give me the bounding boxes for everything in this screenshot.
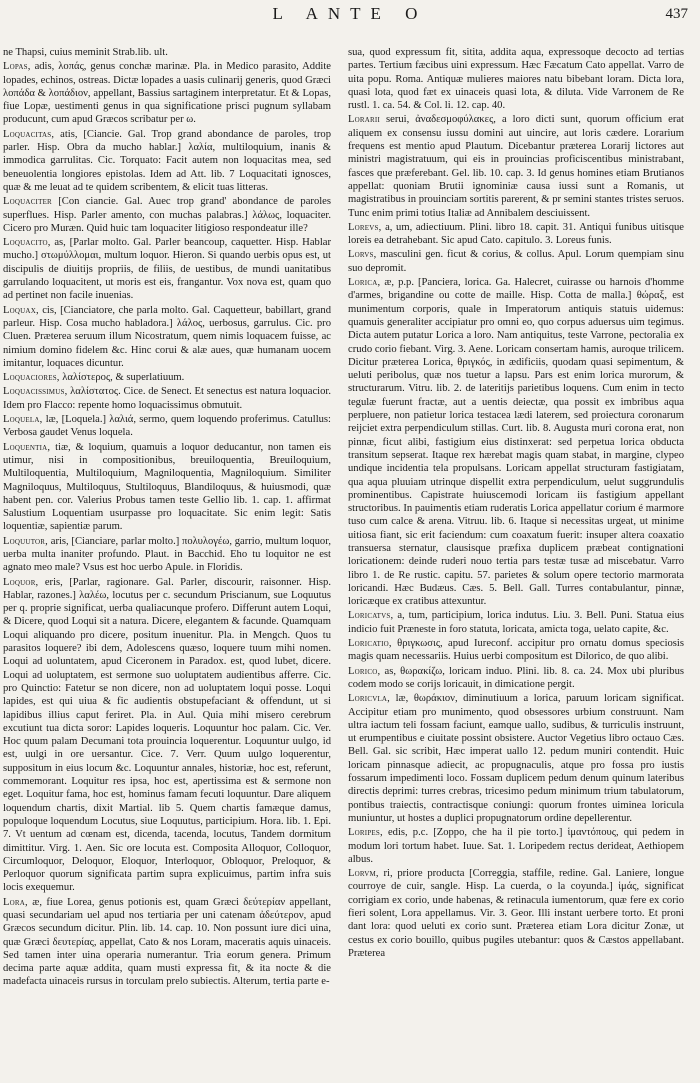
entry-text: as, θωρακίζω, loricam induo. Plini. lib. 8. ca. 24. Mox ubi pluribus codem modo se corijs loricauit, in dimicatione pergit. — [348, 665, 684, 690]
entry-headword: Lorica, — [348, 277, 381, 289]
entry-headword: Loricatio, — [348, 638, 392, 650]
page-header — [0, 4, 700, 34]
entry-headword: Loquutor, — [3, 535, 49, 547]
entry-text: sua, quod expressum fit, sitita, addita aqua, expressoque decocto ad tertias partes. Tertium fæcibus uini expressum. Hæc Fæcatum Cato appellat. Varro de uita popu. Roma. Antiquæ mulieres maiores natu bibebant loram. Dicta lora, quasi lota, quod fæt ex uinaceis quasi lota, & diluta. Vide Varronem de Re rustl. 1. ca. 54. & Col. li. 12. cap. 40. — [348, 47, 684, 112]
dictionary-entry — [3, 896, 331, 989]
dictionary-entry — [348, 867, 684, 960]
entry-headword: Loquaciores, — [3, 372, 60, 384]
dictionary-entry — [3, 441, 331, 534]
left-column — [3, 46, 331, 1076]
entry-text: masculini gen. ficut & corius, & collus. Apul. Lorum quempiam sinu suo depromit. — [348, 249, 684, 274]
entry-headword: Lorevs, — [348, 221, 382, 233]
dictionary-entry — [3, 128, 331, 194]
entry-text: λαλίστερος, & superlatiuum. — [62, 372, 185, 384]
entry-text: ne Thapsi, cuius meminit Strab.lib. ult. — [3, 47, 168, 58]
entry-headword: Loricatvs, — [348, 610, 394, 622]
entry-text: λαλίστατος. Cice. de Senect. Et senectus est natura loquacior. Idem pro Flacco: repente homo loquacissimus obmutuit. — [3, 386, 331, 411]
entry-text: læ, θωράκιον, diminutiuum a lorica, paruum loricam significat. Accipitur etiam pro munimento, quod obsessores urbium construunt. Nam ultra iactum teli fossam faciunt, eamque uallo, sudibus, & turriculis instruunt, ut erumpentibus e ciuitate possint obsistere. Auctor Vegetius libro octauo Cæs. Bell. Gal. sic scribit, Hæc imperat uallo 12. pedum muniri contendit. Huic loricam pinnasque adiecit, ac propugnaculis, atque pro fossa pro iustis fossarum impedimenti loco. Fossam duplicem pedum denum quinum lateribus directis deprimi: turres crebras, tricesimo pedum minimum trium tabulatorum, pontibus traiectis, contractisque coniungi: quorum frontes uiminea loricula muniuntur, ut hostes a duplici propugnatorum ordine depellerentur. — [348, 693, 684, 824]
entry-headword: Lorarii — [348, 114, 380, 126]
entry-text: ri, priore producta [Correggia, staffile, redine. Gal. Laniere, longue courroye de cuir, sangle. Hisp. La cuerda, o la coyunda.] ἱμάς, significat corrigiam ex corio, unde habenas, & retinacula iumentorum, quæ fere ex corio fieri solent, Lora appellamus. Vir. 3. Geor. Illi instant uerbere torto. Et proni dant lora: quod ueluti ex corio sunt. Præterea etiam Lora dicitur Zonæ, ut cestus ex corio bouillo, quibus pugiles utebantur: quos & Cæstos appellabant. Præterea — [348, 868, 684, 959]
dictionary-entry — [3, 371, 331, 384]
dictionary-entry — [348, 637, 684, 664]
entry-headword: Loricvla, — [348, 693, 391, 705]
entry-text: aris, [Cianciare, parlar molto.] πολυλογέω, garrio, multum loquor, uerba multa inaniter profundo. Plaut. in Bacchid. Eho tu loquitor ne est agnato meo male? Vsus est hoc uerbo Apule. in Floridis. — [3, 535, 331, 574]
entry-text: [Con ciancie. Gal. Auec trop grand' abondance de paroles superflues. Hisp. Parler amento, con muchas palabras.] λάλως, loquaciter. Cicero pro Muræn. Quid huic tam loquaciter litigioso respondeatur ille? — [3, 196, 331, 234]
dictionary-entry — [348, 46, 684, 112]
dictionary-entry — [3, 576, 331, 895]
dictionary-entry — [3, 236, 331, 302]
running-head: L ANTE O — [272, 4, 428, 23]
entry-text: tiæ, & loquium, quamuis a loquor deducantur, non tamen eis utimur, nisi in compositionibus, breuiloquentia, Breuiloquium, Multiloquentia, Multiloquium, Magniloquentia, Magniloquium. Similiter Magniloquus, Multiloquus, Stultiloquus, Blandiloquus, & huiusmodi, quæ habent pen. cor. Valerius Probus tamen teste Gellio lib. 1. cap. 1. affirmat Salustium Loquentiam usurpasse pro loquacitate. Sic enim legit: Satis loquentiæ, sapientiæ parum. — [3, 441, 331, 533]
dictionary-entry — [3, 385, 331, 412]
dictionary-entry — [348, 113, 684, 219]
entry-headword: Loquela, — [3, 414, 43, 426]
dictionary-entry — [348, 609, 684, 636]
dictionary-entry — [348, 248, 684, 275]
entry-headword: Lopas, — [3, 61, 31, 73]
dictionary-entry — [348, 826, 684, 866]
entry-text: a, um, adiectiuum. Plini. libro 18. capit. 31. Antiqui funibus uitisque loreis ea detrahebant. Sic apud Cato. capitulo. 3. Loreus funis. — [348, 221, 684, 247]
dictionary-entry — [348, 221, 684, 248]
entry-text: a, tum, participium, lorica indutus. Liu. 3. Bell. Puni. Statua eius indicio fuit Præneste in foro statuta, loricata, amicta toga, uelato capite, &c. — [348, 610, 684, 635]
dictionary-entry — [3, 413, 331, 440]
dictionary-entry — [348, 665, 684, 692]
entry-text: æ, p.p. [Panciera, lorica. Ga. Halecret, cuirasse ou harnois d'homme d'armes, brigandine ou cotte de maille. Hisp. Cotta de malla.] θώραξ, est munimentum corporis, quale in Imperatorum antiquis statuis uidemus: quamuis generaliter accipiatur pro omni eo, quo corpus aduersus uim tegimus. Dicta autem putatur Lorica a loro. Nam antiquitus, teste Varrone, pectoralia ex crudo corio fiebant. Virg. 3. Aene. Loricam consertam hamis, auroque trilicem. Dicitur præterea Lorica, θριγκός, in ædificiis, quodam quasi sepimentum, & ueluti peribolus, quæ nos tuetur a lapsu. Pars est enim lorica murorum, & structurarum. Vitru. lib. 2. de lateritijs parietibus loquens. Cum enim in tecto tegulæ fuerunt fractæ, aut a uentis deiectæ, qua possit ex imbribus aqua perpluere, non patietur lorica testacea lædi laterem, sed proiectura coronarum reijciet extra perpendiculum stillas. Curt. lib. 8. Augusta muri corona erat, non pinnæ, ficut alibi, fastigium eius distinxerat: sed perpetua lorica obducta transitum sepserat. Itaque rex hærebat magis quam stabat, in margine, clypeo undique incidentia tela propulsans. Loricam appellat structuram fastigiatam, qua aqua pluuiam utrinque dispellit extra perpendiculum, uelut suggrundulis prominentibus. Capistrate huiuscemodi loricam iis fastigium appellant structoribus. In pauimentis etiam ruderatis Lorica appellatur corium é marmore tuso cum calce & arena. Vitruu. lib. 6. Itaque si necessitas urgeat, ut minime uitiosa fiant, sic erit faciendum: cum coaxatum fuerit: insuper altera coaxatio transuersa sternatur, clausisque præfixa duplicem præbeat contignationi loricationem: deinde ruderi nouo tertia pars testæ tusæ ad miscebatur. Varro libro 1. de Re rustic. capitu. 57. parietes & solum opere tectorio marmorata loricandi. Hæc Budæus. Cæs. 5. Bell. Gall. Turres contabulantur, pinnæ, loricæque ex cratibus attexuntur. — [348, 277, 684, 608]
entry-headword: Loquacissimus, — [3, 386, 68, 398]
entry-text: læ, [Loquela.] λαλιά, sermo, quem loquendo proferimus. Catullus: Verbosa gaudet Venus loquela. — [3, 414, 331, 439]
entry-text: edis, p.c. [Zoppo, che ha il pie torto.] ἱμαντόπους, qui pedem in modum lori tortum habet. Iuue. Sat. 1. Loripedem rectus derideat, Aethiopem albus. — [348, 827, 684, 865]
page-number: 437 — [665, 6, 688, 22]
right-column — [348, 46, 684, 1076]
dictionary-entry — [3, 535, 331, 575]
entry-text: atis, [Ciancie. Gal. Trop grand abondance de paroles, trop parler. Hisp. Obra da mucho hablar.] λαλία, multiloquium, inanis & immodica garrulitas. Cic. Torquato: Facit autem non loquacitas mea, sed beneuolentia longiores epistolas. Idem ad Att. lib. 7 Loquacitati ignosces, quæ & me leuat ad te quidem scribentem, & elicit tuas litteras. — [3, 128, 331, 193]
entry-text: θριγκωσις, apud Iureconf. accipitur pro ornatu domus speciosis magis quam necessariis. Huius uerbi compositum est Dilorico, de quo alibi. — [348, 638, 684, 663]
dictionary-entry — [348, 692, 684, 825]
entry-headword: Lorvm, — [348, 868, 379, 880]
entry-headword: Loquor, — [3, 576, 39, 588]
entry-headword: Loquacito, — [3, 237, 51, 249]
entry-headword: Loquacitas, — [3, 128, 55, 140]
entry-headword: Lorvs, — [348, 249, 377, 261]
dictionary-entry — [3, 195, 331, 235]
entry-text: cis, [Cianciatore, che parla molto. Gal. Caquetteur, babillart, grand parleur. Hisp. Cosa mucho habladora.] λάλος, uerbosus, garrulus. Cic. pro Cluen. Præterea seruum illum Nicostratum, quem nimis loquacem fuisse, ac nimium domino fidelem &c. Hinc corui & alæ aues, quæ humanam uocem imitantur, loquaces dicuntur. — [3, 304, 331, 369]
entry-headword: Loquaciter — [3, 196, 52, 208]
dictionary-entry — [3, 60, 331, 126]
entry-text: eris, [Parlar, ragionare. Gal. Parler, discourir, raisonner. Hisp. Hablar, razones.] λαλέω, locutus per c. secundum Priscianum, sue Loquutus per q. proprie significat, uerba qualiacunque profero. Differunt autem Loqui, & Dicere, quod Loqui sit a natura. Dicere, elegantem & facunde. Quamquam Loqui aliquando pro dicere, positum inuenitur. Pla. in Mengch. Quos tu parasitos loquere? ibi dem, Adolescens quæso, loquere tuum mihi nomen. Loqui ad uoluntatem, apud Ciceronem in Paradox. est, quod lubet, dicere. Loqui ad uoluptatem, est sermone suo uoluptatem audientibus afferre. Cic. pro Quinctio: Fatetur se non dicere, non ad uoluptatem loqui posse. Loqui lapides, est qui uiua & fic audientis obstupefaciant & offendunt, ut si lapidibus illius caput feriret. Pla. in Aul. Quia mihi misero cerebrum excutiunt tua dicta soror: Lapides loqueris. Loquuntur hoc palam. Cic. Ver. Hoc quum palam Decumani tota prouincia loquerentur. Loquuntur uulgo, id est, uulgi in ore uersantur. Cice. 7. Verr. Quum uulgo loquerentur, suppositum in eius locum &c. Loquuntur annales, historiæ, hoc est, referunt, commemorant. Loquitur res ipsa, hoc est, apertissima est & sermone non eget. Loquitur fama, hoc est, hominus famam fecuti loquuntur. Dare aliquem loquendum chartis, dixit Martial. lib 5. Quem chartis famæque damus, populoque loquendum Locutus, siue Loquutus, participium. Hora. lib. 1. Epi. 7. Vt uentum ad cœnam est, dicenda, tacenda, locutus, Tandem dormitum dimittitur. Virg. 1. Aen. Sic ore locuta est. Composita Alloquor, Colloquor, Circumloquor, Deloquor, Eloquor, Interloquor, Obloquor, Preloquor, & Perloquor quorum significata partim supra explicuimus, partim infra suis locis exequemur. — [3, 576, 331, 894]
entry-text: adis, λοπάς, genus conchæ marinæ. Pla. in Medico parasito, Addite lopades, echinos, ostreas. Dictæ lopades a uasis culinarij generis, quod Græci λοπάδα & λοπάδιον, appellant, Bassius sartaginem interpretatur. Et & Lopas, fiue Lopæ, uestimenti genus in qua significatione prisci pugnum syllabam producunt, cum apud Græcos scribatur per ω. — [3, 61, 331, 126]
dictionary-entry — [3, 304, 331, 370]
entry-headword: Loquax, — [3, 304, 39, 316]
entry-text: æ, fiue Lorea, genus potionis est, quam Græci δεύτερίαν appellant, quasi secundariam uel apud nos tertiaria per uni catenam ἀδεύτερον, apud Græcos secundum dicitur. Plin. lib. 14. cap. 10. Non possunt iure dici uina, quæ Græci δευτερίας, appellat, Cato & nos Loram, maceratis aquis uinaceis. Sed tamen inter uina operaria numerantur. Tria eorum genera. Primum decima parte aquæ addita, quam musti expressa fit, & ita nocte & die madefacta uinaceis rursus in torculam prelo subiectis. Alterum, tertia parte e- — [3, 896, 331, 988]
entry-headword: Loripes, — [348, 827, 383, 839]
entry-headword: Lora, — [3, 896, 28, 908]
entry-headword: Lorico, — [348, 665, 381, 677]
entry-headword: Loquentia, — [3, 441, 51, 453]
dictionary-entry — [3, 46, 331, 59]
entry-text: as, [Parlar molto. Gal. Parler beancoup, caquetter. Hisp. Hablar mucho.] στωμύλλομαι, multum loquor. Hieron. Si quando uerbis opus est, ut discipulis de diuitijs propriis, de filiis, de uestibus, de mundi uanitatibus garrulando loquacitent, ut moris est eis, frangantur. Vox nova est, quam quo ad pertinet non facile inuenias. — [3, 237, 331, 302]
dictionary-entry — [348, 276, 684, 608]
entry-text: serui, ἀναδεσμοφύλακες, a loro dicti sunt, quorum officium erat aliquem ex consensu iussu domini aut uincire, aut loris cædere. Lorarium frequens est mentio apud Plautum. Dicebantur præterea Lorarij lictores aut ministri magistratuum, qui eis in prouincias proficiscentibus ministrabant, fasces que præferebant. Gel. lib. 10. cap. 3. Id genus homines etiam Brutianos appellat: quoniam Brutii ignominiæ causa iussi sunt a Romanis, ut magistratibus in prouinciam sortitis parerent, & pr semini stantes tristes seruos. Tunc enim primi totius Italiæ ad Annibalem desciuissent. — [348, 114, 684, 219]
